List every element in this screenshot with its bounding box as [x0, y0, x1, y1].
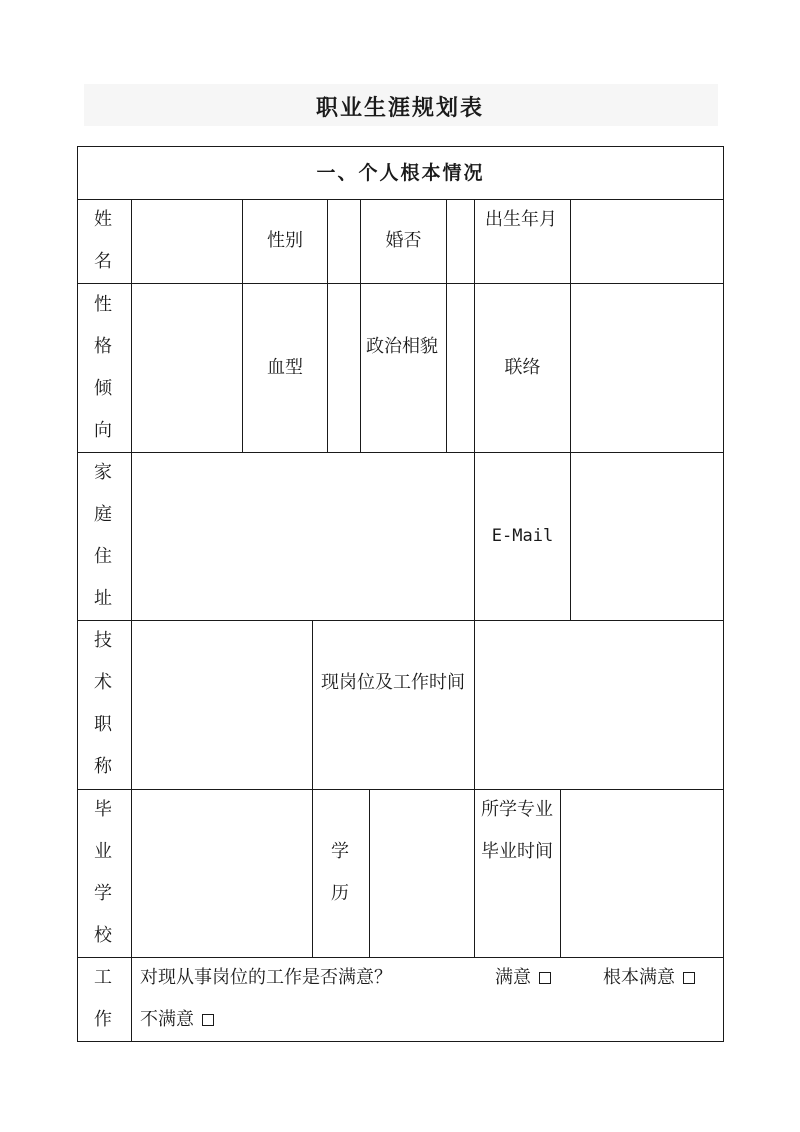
table-border-right: [723, 146, 724, 1042]
column-rule: [474, 620, 475, 957]
tech-title-label: 技术职称: [94, 630, 112, 777]
column-rule: [327, 199, 328, 452]
row-rule: [77, 789, 724, 790]
checkbox-unsatisfied[interactable]: [202, 1014, 214, 1026]
table-border-left: [77, 146, 78, 1042]
table-border-bottom: [77, 1041, 724, 1042]
education-label: 学历: [331, 841, 349, 904]
section-heading: 一、个人根本情况: [316, 162, 485, 184]
option-satisfied[interactable]: [495, 957, 551, 999]
row-rule: [77, 199, 724, 200]
blood-type-label: 血型: [267, 357, 303, 378]
checkbox-satisfied[interactable]: [539, 972, 551, 984]
option-unsatisfied-label: 不满意: [140, 1009, 194, 1030]
column-rule: [131, 199, 132, 1042]
career-plan-form: [77, 146, 724, 1042]
current-post-label: 现岗位及工作时间: [321, 672, 465, 693]
birth-label: 出生年月: [485, 209, 557, 230]
option-basic-label: 根本满意: [603, 967, 675, 988]
column-rule: [446, 199, 447, 452]
column-rule: [570, 199, 571, 620]
contact-label: 联络: [504, 357, 541, 378]
address-label: 家庭住址: [94, 462, 112, 609]
work-label: 工作: [94, 967, 112, 1030]
column-rule: [369, 789, 370, 957]
school-label: 毕业学校: [94, 799, 112, 946]
option-basic-satisfied[interactable]: [603, 957, 695, 999]
column-rule: [560, 789, 561, 957]
gender-label: 性别: [267, 230, 303, 251]
email-label: E-Mail: [491, 526, 554, 546]
row-rule: [77, 283, 724, 284]
row-rule: [77, 620, 724, 621]
column-rule: [312, 620, 313, 957]
marital-label: 婚否: [385, 230, 422, 251]
political-label: 政治相貌: [366, 336, 438, 357]
option-unsatisfied[interactable]: [140, 999, 214, 1041]
name-label: 姓名: [94, 209, 112, 272]
personality-label: 性格倾向: [94, 294, 112, 441]
option-satisfied-label: 满意: [495, 967, 531, 988]
document-title: 职业生涯规划表: [315, 95, 484, 121]
work-question: 对现从事岗位的工作是否满意？: [140, 967, 392, 988]
row-rule: [77, 452, 724, 453]
major-label: 所学专业毕业时间: [481, 799, 553, 862]
checkbox-basic-satisfied[interactable]: [683, 972, 695, 984]
